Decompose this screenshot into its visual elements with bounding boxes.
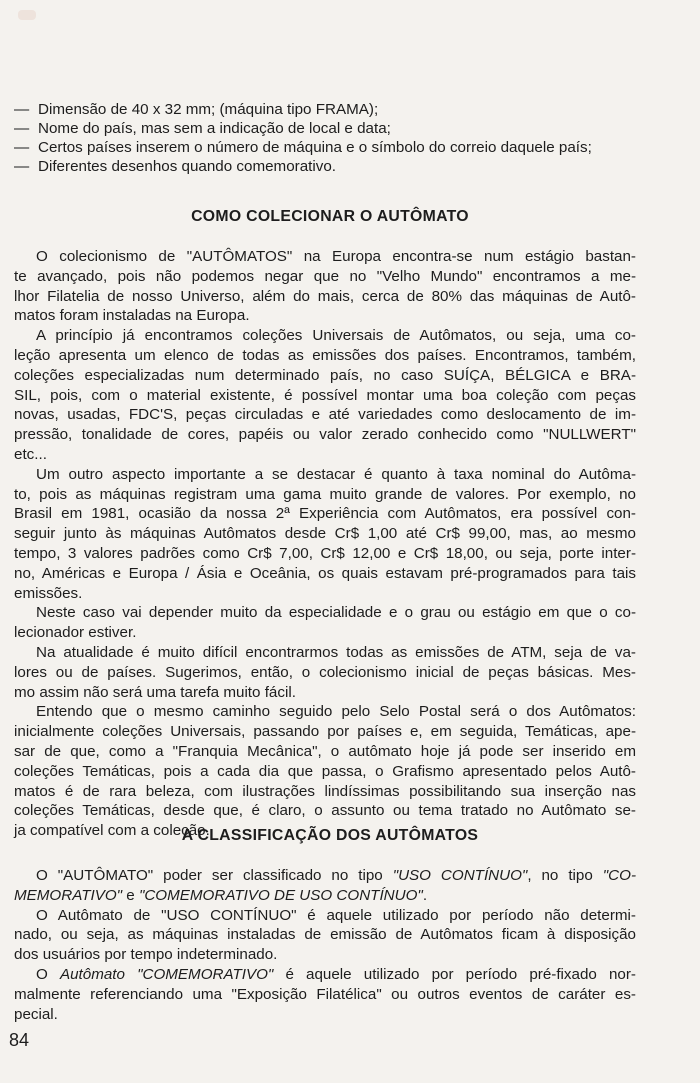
text-line: malmente referenciando uma "Exposição Filatélica" ou outros eventos de caráter es-: [14, 985, 636, 1003]
text-line: coleções Temáticas, desde que, é claro, o assunto ou tema tratado no Autômato se-: [14, 802, 636, 820]
text-line: lecionador estiver.: [14, 624, 137, 642]
list-item: — Certos países inserem o número de máquina e o símbolo do correio daquele país;: [14, 139, 592, 156]
text-line: lores ou de países. Sugerimos, então, o colecionismo inicial de peças básicas. Mes-: [14, 663, 636, 681]
text-line: mo assim não será uma tarefa muito fácil.: [14, 683, 296, 701]
text-line: ja compatível com a coleção.: [14, 822, 210, 840]
text-line: sar de que, como a "Franquia Mecânica", o autômato hoje já pode ser inserido em: [14, 742, 636, 760]
text-line: inicialmente coleções Universais, passando por países e, em seguida, Temáticas, ape-: [14, 723, 636, 741]
text-line: etc...: [14, 445, 47, 463]
text-line: O Autômato de "USO CONTÍNUO" é aquele utilizado por período não determi-: [36, 906, 636, 924]
text-line: pecial.: [14, 1005, 58, 1023]
text-line: seguir junto às máquinas Autômatos desde Cr$ 1,00 até Cr$ 99,00, mas, ao mesmo: [14, 525, 636, 543]
text-line: Brasil em 1981, ocasião da nossa 2ª Experiência com Autômatos, era possível con-: [14, 505, 636, 523]
section-body-collecting: [14, 247, 636, 841]
text-line: nado, ou seja, as máquinas instaladas de emissão de Autômatos ficam à disposição: [14, 926, 636, 944]
text-line: leção apresenta um elenco de todas as emissões dos países. Encontramos, também,: [14, 346, 636, 364]
section-heading-classification: A CLASSIFICAÇÃO DOS AUTÔMATOS: [181, 827, 479, 844]
text-line: emissões.: [14, 584, 83, 602]
text-line: dos usuários por tempo indeterminado.: [14, 946, 278, 964]
text-line: no, Américas e Europa / Ásia e Oceânia, os quais estavam pré-programados para tais: [14, 564, 636, 582]
section-heading-collecting: COMO COLECIONAR O AUTÔMATO: [191, 208, 469, 225]
text-line: A princípio já encontramos coleções Universais de Autômatos, ou seja, uma co-: [36, 327, 636, 345]
text-line: te avançado, pois não podemos negar que no "Velho Mundo" encontramos a me-: [14, 267, 636, 285]
page-number: 84: [9, 1030, 30, 1050]
page-stain: [18, 10, 36, 20]
text-line: O "AUTÔMATO" poder ser classificado no tipo "USO CONTÍNUO", no tipo "CO-: [36, 867, 636, 884]
text-line: tempo, 3 valores padrões como Cr$ 7,00, Cr$ 12,00 e Cr$ 18,00, ou seja, porte inter-: [14, 544, 636, 562]
list-item: — Nome do país, mas sem a indicação de local e data;: [14, 120, 391, 137]
text-line: Um outro aspecto importante a se destacar é quanto à taxa nominal do Autôma-: [36, 465, 636, 483]
text-line: Na atualidade é muito difícil encontrarmos todas as emissões de ATM, seja de va-: [36, 643, 636, 661]
text-line: O Autômato "COMEMORATIVO" é aquele utilizado por período pré-fixado nor-: [36, 965, 636, 983]
section-body-classification: [14, 866, 636, 1024]
text-line: MEMORATIVO" e "COMEMORATIVO DE USO CONTÍNUO".: [14, 886, 428, 904]
text-line: novas, usadas, FDC'S, peças circuladas e até variedades como deslocamento de im-: [14, 406, 636, 424]
text-line: pressão, tonalidade de cores, papéis ou valor zerado conhecido como "NULLWERT": [14, 426, 636, 444]
text-line: Entendo que o mesmo caminho seguido pelo Selo Postal será o dos Autômatos:: [36, 703, 636, 721]
text-line: coleções Temáticas, pois a cada dia que passa, o Grafismo apresentado pelos Autô-: [14, 762, 636, 780]
text-line: SIL, pois, com o material existente, é possível montar uma boa coleção com peças: [14, 386, 636, 404]
list-item: — Diferentes desenhos quando comemorativo.: [14, 158, 337, 175]
text-line: lhor Filatelia de nosso Universo, além do mais, cerca de 80% das máquinas de Autô-: [14, 287, 636, 305]
text-line: coleções especializadas num determinado país, no caso SUÍÇA, BÉLGICA e BRA-: [14, 366, 636, 384]
bullet-list: [14, 100, 674, 176]
text-line: Neste caso vai depender muito da especialidade e o grau ou estágio em que o co-: [36, 604, 636, 622]
text-line: matos foram instaladas na Europa.: [14, 307, 250, 325]
text-line: to, pois as máquinas registram uma gama muito grande de valores. Por exemplo, no: [14, 485, 636, 503]
text-line: O colecionismo de "AUTÔMATOS" na Europa encontra-se num estágio bastan-: [36, 248, 636, 265]
text-line: matos é de rara beleza, com ilustrações lindíssimas possibilitando sua inserção nas: [14, 782, 636, 800]
list-item: — Dimensão de 40 x 32 mm; (máquina tipo FRAMA);: [14, 101, 379, 118]
